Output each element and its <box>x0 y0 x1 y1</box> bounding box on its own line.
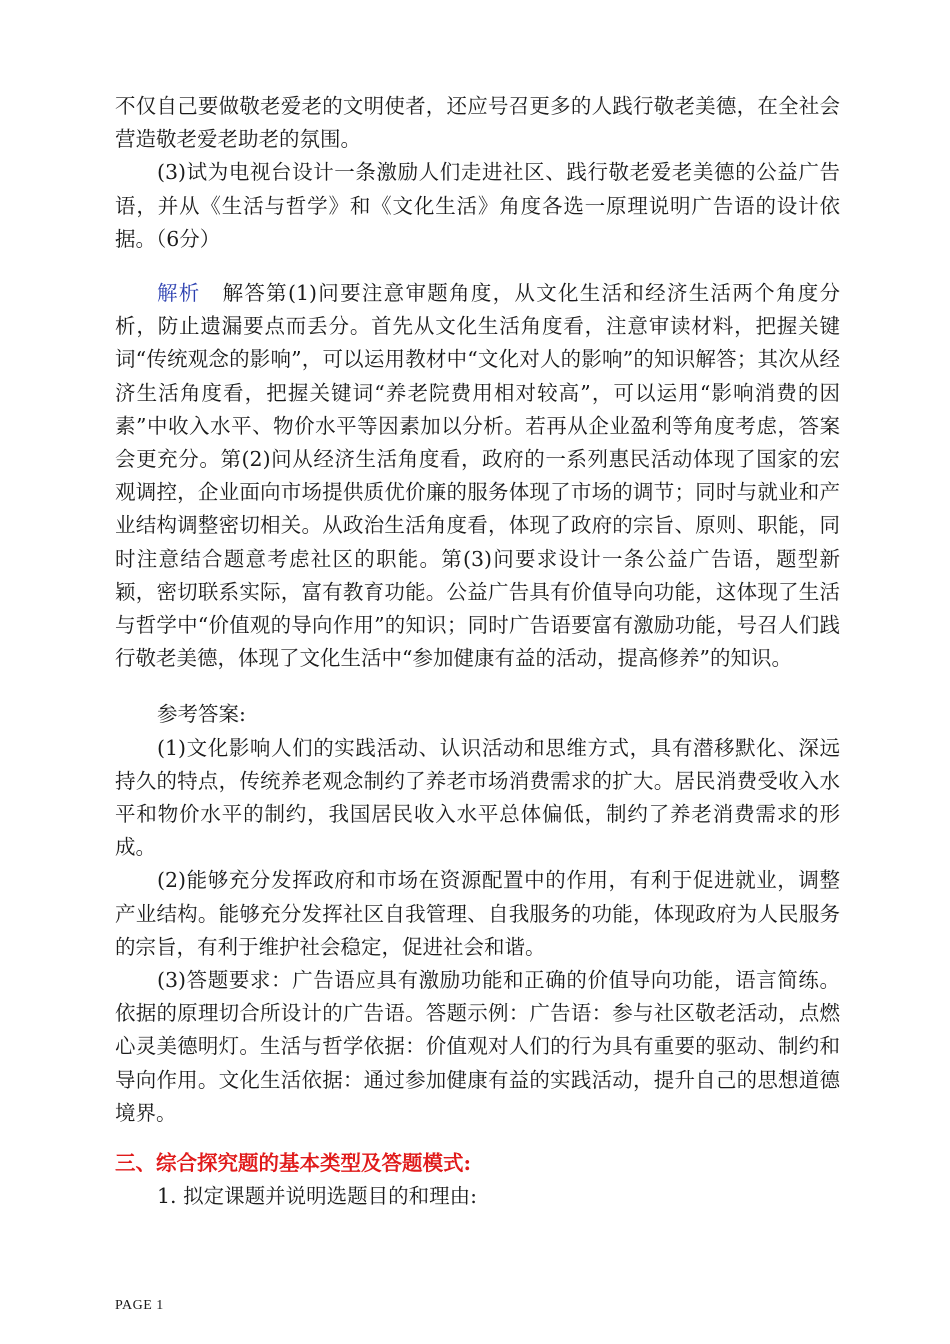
analysis-paragraph <box>115 277 840 675</box>
answer-3: (3)答题要求：广告语应具有激励功能和正确的价值导向功能，语言简练。依据的原理切合所设计的广告语。答题示例：广告语：参与社区敬老活动，点燃心灵美德明灯。生活与哲学依据：价值观对人们的行为具有重要的驱动、制约和导向作用。文化生活依据：通过参加健康有益的实践活动，提升自己的思想道德境界。 <box>115 968 840 1125</box>
page-footer: PAGE 1 <box>115 1298 164 1313</box>
analysis-text: 解答第(1)问要注意审题角度，从文化生活和经济生活两个角度分析，防止遗漏要点而丢分。首先从文化生活角度看，注意审读材料，把握关键词“传统观念的影响”，可以运用教材中“文化对人的影响”的知识解答；其次从经济生活角度看，把握关键词“养老院费用相对较高”，可以运用“影响消费的因素”中收入水平、物价水平等因素加以分析。若再从企业盈利等角度考虑，答案会更充分。第(2)问从经济生活角度看，政府的一系列惠民活动体现了国家的宏观调控，企业面向市场提供质优价廉的服务体现了市场的调节；同时与就业和产业结构调整密切相关。从政治生活角度看，体现了政府的宗旨、原则、职能，同时注意结合题意考虑社区的职能。第(3)问要求设计一条公益广告语，题型新颖，密切联系实际，富有教育功能。公益广告具有价值导向功能，这体现了生活与哲学中“价值观的导向作用”的知识；同时广告语要富有激励功能，号召人们践行敬老美德，体现了文化生活中“参加健康有益的活动，提高修养”的知识。 <box>115 281 841 671</box>
list-item-1: 1. 拟定课题并说明选题目的和理由: <box>157 1184 477 1209</box>
answer-2: (2)能够充分发挥政府和市场在资源配置中的作用，有利于促进就业，调整产业结构。能够充分发挥社区自我管理、自我服务的功能，体现政府为人民服务的宗旨，有利于维护社会稳定，促进社会和谐。 <box>115 868 840 959</box>
analysis-label: 解析 <box>157 281 201 306</box>
reference-answer-label: 参考答案: <box>157 702 246 727</box>
section-heading: 三、综合探究题的基本类型及答题模式: <box>115 1151 472 1176</box>
question-3: (3)试为电视台设计一条激励人们走进社区、践行敬老爱老美德的公益广告语，并从《生活与哲学》和《文化生活》角度各选一原理说明广告语的设计依据。（6分） <box>115 160 840 251</box>
document-body <box>115 90 840 1214</box>
answer-1: (1)文化影响人们的实践活动、认识活动和思维方式，具有潜移默化、深远持久的特点，传统养老观念制约了养老市场消费需求的扩大。居民消费受收入水平和物价水平的制约，我国居民收入水平总体偏低，制约了养老消费需求的形成。 <box>115 735 840 860</box>
intro-paragraph: 不仅自己要做敬老爱老的文明使者，还应号召更多的人践行敬老美德，在全社会营造敬老爱老助老的氛围。 <box>115 94 840 152</box>
